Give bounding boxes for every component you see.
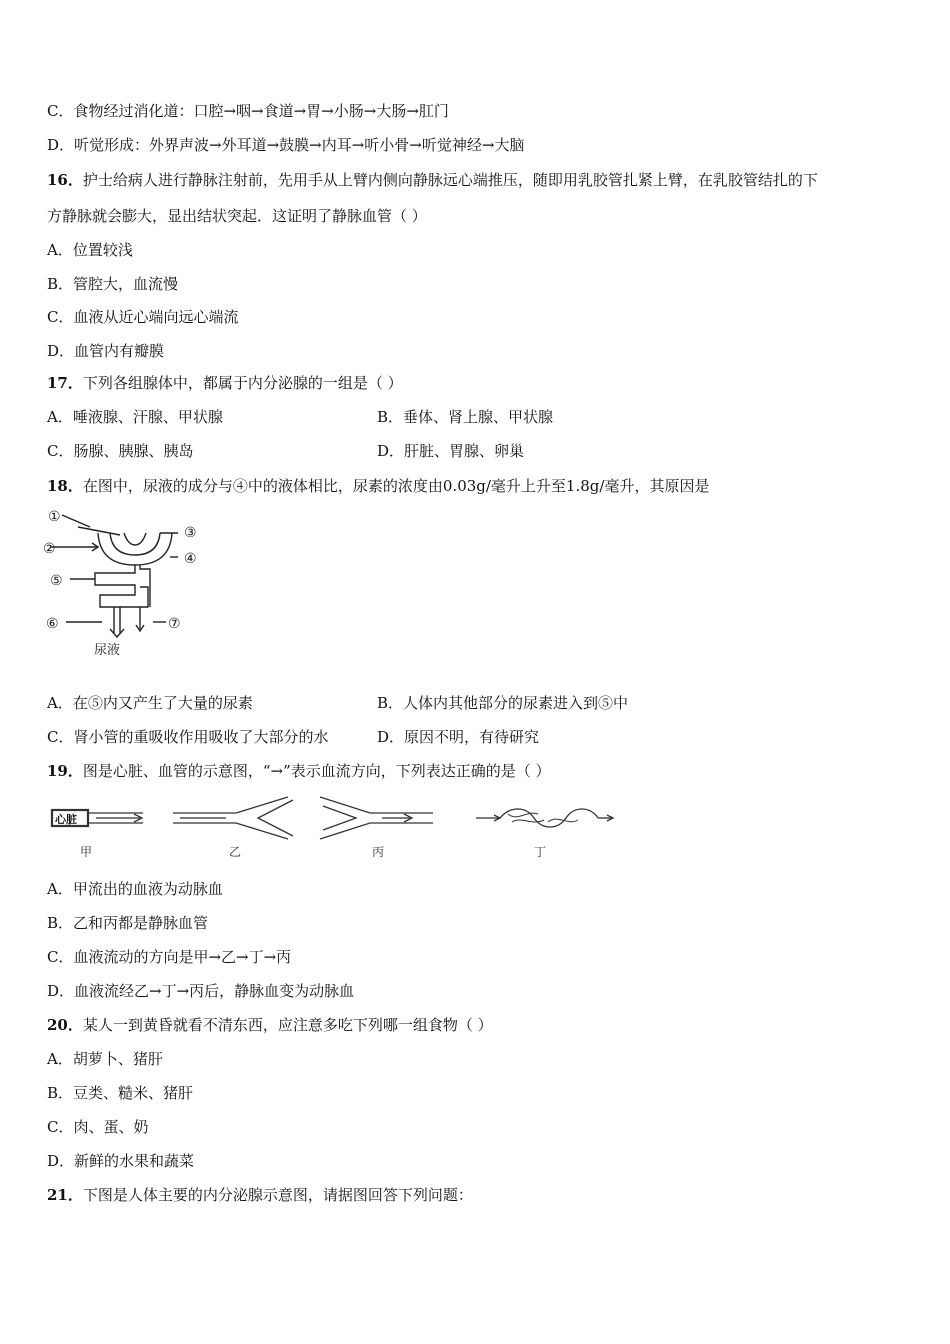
q16-option-c: C．血液从近心端向远心端流 [47,308,239,326]
q18-option-c: C．肾小管的重吸收作用吸收了大部分的水 [47,728,329,746]
nephron-label-3: ③ [184,525,197,541]
vessel-label-ding: 丁 [534,845,547,859]
q18-stem-text: 在图中，尿液的成分与④中的液体相比，尿素的浓度由0.03g/毫升上升至1.8g/毫升，其原因是 [82,477,710,495]
q20-option-c: C．肉、蛋、奶 [47,1118,149,1136]
q20-stem-text: 某人一到黄昏就看不清东西，应注意多吃下列哪一组食物（ ） [82,1016,493,1034]
q19-option-d: D．血液流经乙→丁→丙后，静脉血变为动脉血 [47,982,355,1000]
q17-stem [47,373,403,393]
q19-stem [47,761,551,781]
q17-option-a: A．唾液腺、汗腺、甲状腺 [47,408,223,426]
q16-option-d: D．血管内有瓣膜 [47,342,165,360]
q19-number: 19． [47,762,83,780]
q18-option-b: B．人体内其他部分的尿素进入到⑤中 [377,694,629,712]
q21-stem-text: 下图是人体主要的内分泌腺示意图，请据图回答下列问题： [82,1186,473,1204]
nephron-label-1: ① [48,509,61,525]
option-c-line: C．食物经过消化道：口腔→咽→食道→胃→小肠→大肠→肛门 [47,102,449,120]
nephron-label-6: ⑥ [46,616,59,632]
q16-stem-text1: 护士给病人进行静脉注射前，先用手从上臂内侧向静脉远心端推压，随即用乳胶管扎紧上臂，在乳胶管结扎的下 [82,171,818,189]
q16-option-b: B．管腔大，血流慢 [47,275,179,293]
q18-stem [47,476,709,496]
q20-option-b: B．豆类、糙米、猪肝 [47,1084,194,1102]
q16-stem-line1 [47,170,818,190]
q20-option-d: D．新鲜的水果和蔬菜 [47,1152,195,1170]
q16-option-a: A．位置较浅 [47,241,133,259]
q17-option-b: B．垂体、肾上腺、甲状腺 [377,408,554,426]
q19-option-c: C．血液流动的方向是甲→乙→丁→丙 [47,948,292,966]
q18-option-a: A．在⑤内又产生了大量的尿素 [47,694,253,712]
heart-vessels-figure [48,792,628,864]
q20-stem [47,1015,493,1035]
q20-option-a: A．胡萝卜、猪肝 [47,1050,163,1068]
q21-number: 21． [47,1186,83,1204]
nephron-label-urine: 尿液 [94,643,121,658]
q17-option-c: C．肠腺、胰腺、胰岛 [47,442,194,460]
nephron-label-5: ⑤ [50,573,63,589]
q17-number: 17． [47,374,83,392]
q18-option-d: D．原因不明，有待研究 [377,728,540,746]
nephron-label-7: ⑦ [168,616,181,632]
q16-stem-line2: 方静脉就会膨大，显出结状突起．这证明了静脉血管（ ） [47,207,427,225]
q21-stem [47,1185,473,1205]
nephron-label-2: ② [43,541,56,557]
vessel-label-jia: 甲 [80,845,93,859]
q19-option-a: A．甲流出的血液为动脉血 [47,880,223,898]
nephron-label-4: ④ [184,551,197,567]
vessel-label-yi: 乙 [229,845,242,859]
q17-option-d: D．肝脏、胃腺、卵巢 [377,442,525,460]
nephron-figure [40,503,220,663]
q20-number: 20． [47,1016,83,1034]
option-d-line: D．听觉形成：外界声波→外耳道→鼓膜→内耳→听小骨→听觉神经→大脑 [47,136,525,154]
vessel-label-bing: 丙 [372,845,385,859]
heart-label: 心脏 [55,813,77,826]
q18-number: 18． [47,477,83,495]
q19-option-b: B．乙和丙都是静脉血管 [47,914,209,932]
q16-number: 16． [47,171,83,189]
q17-stem-text: 下列各组腺体中，都属于内分泌腺的一组是（ ） [82,374,403,392]
q19-stem-text: 图是心脏、血管的示意图，“→”表示血流方向，下列表达正确的是（ ） [82,762,551,780]
